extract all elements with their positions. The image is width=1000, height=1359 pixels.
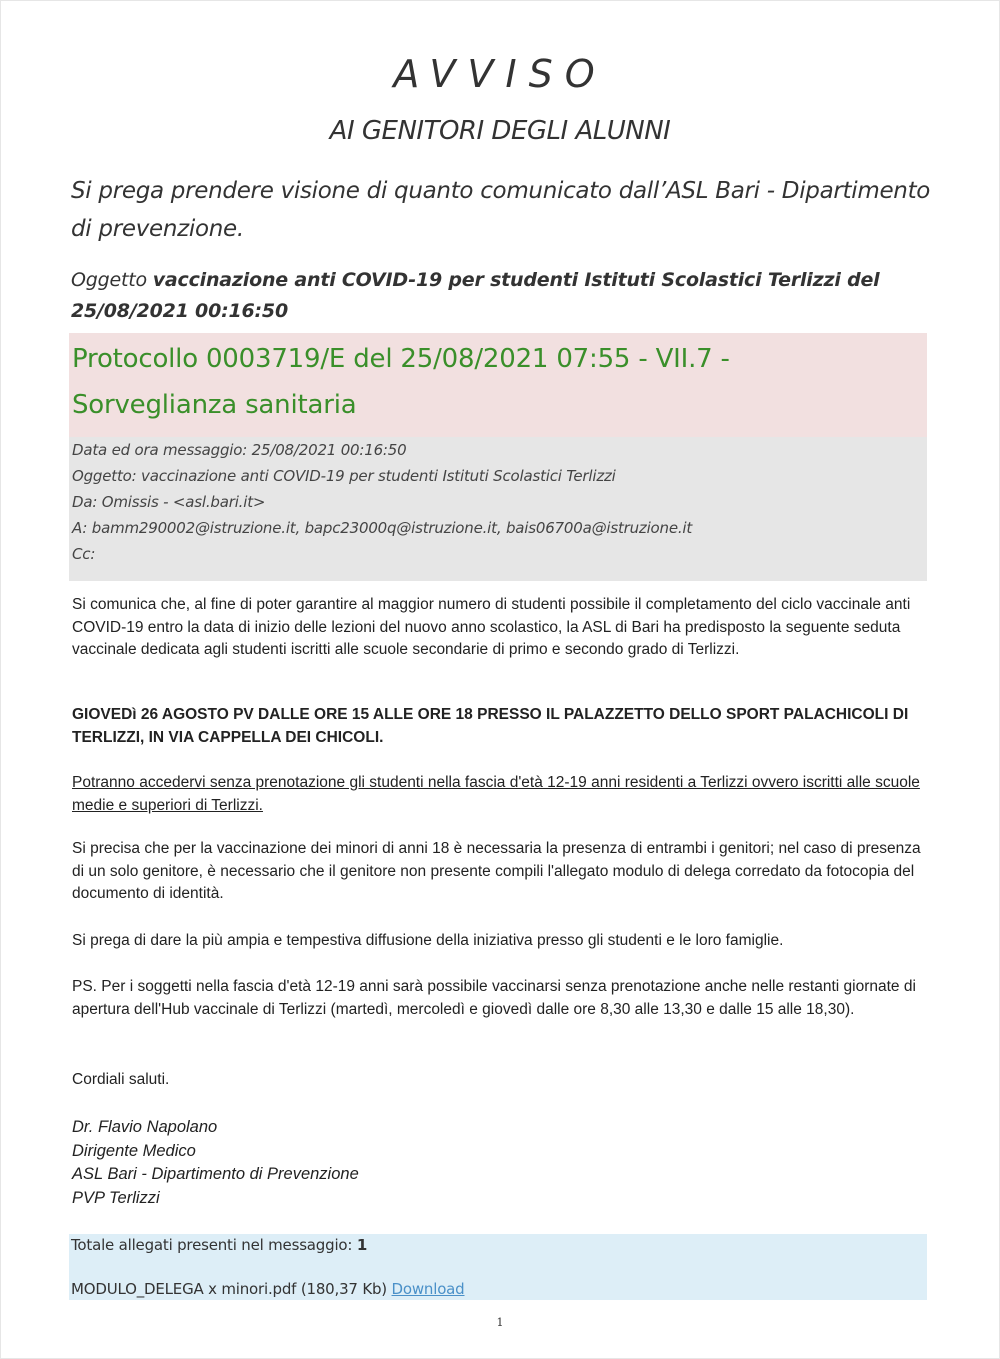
meta-to: A: bamm290002@istruzione.it, bapc23000q@istruzione.it, bais06700a@istruzione.it [72, 519, 693, 537]
download-link[interactable]: Download [391, 1280, 465, 1298]
protocol-text [72, 336, 922, 428]
meta-from: Da: Omissis - <asl.bari.it> [72, 493, 266, 511]
signature-block [72, 1116, 359, 1210]
body-paragraph-event: GIOVEDì 26 AGOSTO PV DALLE ORE 15 ALLE ORE 18 PRESSO IL PALAZZETTO DELLO SPORT PALACHICOLI DI TERLIZZI, IN VIA CAPPELLA DEI CHICOLI. [72, 706, 909, 746]
protocol-line-1: Protocollo 0003719/E del 25/08/2021 07:55 - VII.7 - [72, 344, 730, 374]
attachments-total-count: 1 [356, 1236, 368, 1254]
signature-org: ASL Bari - Dipartimento di Prevenzione [72, 1165, 359, 1183]
subject-label: Oggetto [71, 269, 147, 291]
subject-line [71, 265, 931, 327]
attachments-total [71, 1236, 367, 1254]
body-paragraph-ps: PS. Per i soggetti nella fascia d'età 12-19 anni sarà possibile vaccinarsi senza prenotazione anche nelle restanti giornate di apertura dell'Hub vaccinale di Terlizzi (martedì, mercoledì e giovedì dalle ore 8,30 alle 13,30 e dalle 15 alle 18,30). [72, 978, 916, 1018]
attachment-filename: MODULO_DELEGA x minori.pdf (180,37 Kb) [71, 1280, 387, 1298]
intro-text: Si prega prendere visione di quanto comunicato dall’ASL Bari - Dipartimento di prevenzione. [71, 178, 931, 242]
meta-cc: Cc: [72, 545, 96, 563]
body-paragraph-diffusion: Si prega di dare la più ampia e tempestiva diffusione della iniziativa presso gli studenti e le loro famiglie. [72, 932, 784, 949]
signature-unit: PVP Terlizzi [72, 1188, 160, 1207]
subject-text: vaccinazione anti COVID-19 per studenti Istituti Scolastici Terlizzi del 25/08/2021 00:16:50 [71, 269, 880, 322]
meta-date: Data ed ora messaggio: 25/08/2021 00:16:50 [72, 441, 407, 459]
body-paragraph-1: Si comunica che, al fine di poter garantire al maggior numero di studenti possibile il completamento del ciclo vaccinale anti COVID-19 entro la data di inizio delle lezioni del nuovo anno scolastico, la ASL di Bari ha predisposto la seguente seduta vaccinale dedicata agli studenti iscritti alle scuole secondarie di primo e secondo grado di Terlizzi. [72, 596, 911, 658]
body-paragraph-minors: Si precisa che per la vaccinazione dei minori di anni 18 è necessaria la presenza di entrambi i genitori; nel caso di presenza di un solo genitore, è necessario che il genitore non presente compili l'allegato modulo di delega corredato da fotocopia del documento di identità. [72, 840, 921, 902]
body-closing: Cordiali saluti. [72, 1071, 170, 1088]
notice-subtitle: AI GENITORI DEGLI ALUNNI [329, 116, 671, 146]
meta-subject: Oggetto: vaccinazione anti COVID-19 per studenti Istituti Scolastici Terlizzi [72, 467, 616, 485]
attachment-item [71, 1280, 465, 1298]
signature-role: Dirigente Medico [72, 1141, 196, 1160]
protocol-banner [69, 333, 927, 437]
protocol-line-2: Sorveglianza sanitaria [72, 390, 357, 420]
notice-title: AVVISO [393, 52, 607, 96]
attachments-panel [69, 1234, 927, 1300]
page-number: 1 [496, 1316, 504, 1329]
attachments-total-label: Totale allegati presenti nel messaggio: [71, 1236, 353, 1254]
message-metadata [69, 437, 927, 581]
signature-name: Dr. Flavio Napolano [72, 1118, 218, 1136]
body-paragraph-access: Potranno accedervi senza prenotazione gli studenti nella fascia d'età 12-19 anni residenti a Terlizzi ovvero iscritti alle scuole medie e superiori di Terlizzi. [72, 774, 920, 814]
